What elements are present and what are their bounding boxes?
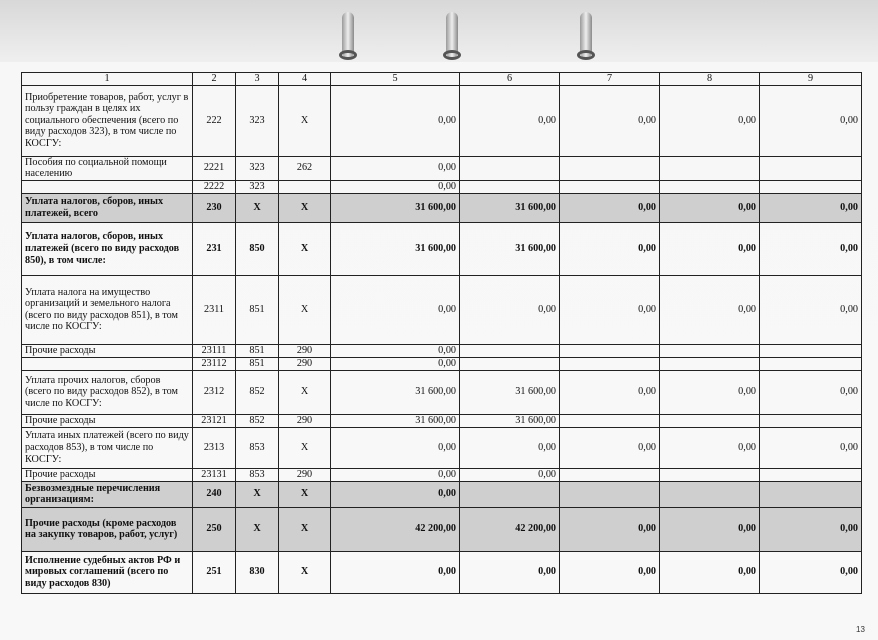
financial-table [21,72,862,594]
row-code: 23121 [193,414,236,427]
row-col9: 0,00 [760,551,862,593]
row-col6 [460,481,560,507]
row-label: Исполнение судебных актов РФ и мировых соглашений (всего по виду расходов 830) [22,551,193,593]
row-col9 [760,344,862,357]
row-kosgu: X [279,551,331,593]
table-row [22,344,862,357]
row-col6: 0,00 [460,427,560,468]
row-col5: 0,00 [331,481,460,507]
row-vr: 852 [236,414,279,427]
row-kosgu: X [279,481,331,507]
table-row [22,180,862,193]
row-vr: 323 [236,156,279,180]
row-kosgu [279,180,331,193]
row-vr: 323 [236,180,279,193]
header-col-9: 9 [760,73,862,86]
row-code: 250 [193,507,236,551]
table-row [22,85,862,156]
row-col6 [460,344,560,357]
row-vr: 830 [236,551,279,593]
row-col5: 0,00 [331,344,460,357]
row-col5: 0,00 [331,180,460,193]
row-col8: 0,00 [660,85,760,156]
table-row [22,275,862,344]
row-kosgu: X [279,222,331,275]
header-col-4: 4 [279,73,331,86]
table-row [22,551,862,593]
header-row [22,73,862,86]
row-kosgu: 290 [279,344,331,357]
row-vr: 852 [236,370,279,414]
row-col7 [560,156,660,180]
header-col-8: 8 [660,73,760,86]
row-col8: 0,00 [660,507,760,551]
row-col9: 0,00 [760,275,862,344]
header-col-1: 1 [22,73,193,86]
row-col7: 0,00 [560,222,660,275]
row-label: Уплата прочих налогов, сборов (всего по виду расходов 852), в том числе по КОСГУ: [22,370,193,414]
row-vr: 851 [236,344,279,357]
table-row [22,427,862,468]
row-vr: 853 [236,468,279,481]
row-col5: 31 600,00 [331,414,460,427]
row-col8: 0,00 [660,222,760,275]
row-col9: 0,00 [760,85,862,156]
header-col-5: 5 [331,73,460,86]
row-col5: 0,00 [331,427,460,468]
row-code: 2313 [193,427,236,468]
row-vr: X [236,481,279,507]
row-col9 [760,156,862,180]
table-row [22,468,862,481]
row-col6: 42 200,00 [460,507,560,551]
header-col-3: 3 [236,73,279,86]
row-col5: 0,00 [331,468,460,481]
row-col7: 0,00 [560,427,660,468]
row-col9 [760,414,862,427]
header-col-7: 7 [560,73,660,86]
row-col9 [760,468,862,481]
row-col7: 0,00 [560,370,660,414]
row-label [22,357,193,370]
row-col8 [660,357,760,370]
row-label: Уплата иных платежей (всего по виду расходов 853), в том числе по КОСГУ: [22,427,193,468]
header-col-6: 6 [460,73,560,86]
row-col6: 0,00 [460,275,560,344]
table-row [22,193,862,222]
row-code: 231 [193,222,236,275]
row-col5: 31 600,00 [331,370,460,414]
row-col5: 31 600,00 [331,193,460,222]
row-col7: 0,00 [560,85,660,156]
row-col5: 0,00 [331,551,460,593]
table-row [22,156,862,180]
row-kosgu: X [279,507,331,551]
page-number: 13 [856,625,865,634]
row-col9: 0,00 [760,507,862,551]
table-row [22,370,862,414]
row-col5: 0,00 [331,85,460,156]
row-vr: 851 [236,275,279,344]
row-label: Уплата налогов, сборов, иных платежей (всего по виду расходов 850), в том числе: [22,222,193,275]
row-col6: 0,00 [460,468,560,481]
row-code: 2221 [193,156,236,180]
row-col6: 0,00 [460,85,560,156]
row-kosgu: 290 [279,468,331,481]
row-col7 [560,344,660,357]
row-kosgu: X [279,193,331,222]
row-col9: 0,00 [760,370,862,414]
row-code: 2222 [193,180,236,193]
row-col5: 0,00 [331,156,460,180]
row-col8: 0,00 [660,427,760,468]
row-label: Уплата налогов, сборов, иных платежей, всего [22,193,193,222]
row-vr: 323 [236,85,279,156]
row-col8 [660,468,760,481]
row-col7: 0,00 [560,193,660,222]
row-label: Пособия по социальной помощи населению [22,156,193,180]
row-col8 [660,180,760,193]
row-label: Прочие расходы [22,414,193,427]
table-row [22,357,862,370]
row-col6: 0,00 [460,551,560,593]
row-col6: 31 600,00 [460,193,560,222]
row-label: Безвозмездные перечисления организациям: [22,481,193,507]
row-code: 23131 [193,468,236,481]
row-code: 23111 [193,344,236,357]
row-kosgu: 290 [279,414,331,427]
row-col8 [660,414,760,427]
row-code: 251 [193,551,236,593]
row-col7: 0,00 [560,551,660,593]
row-vr: 850 [236,222,279,275]
binder-clip-right [580,12,592,58]
row-col6: 31 600,00 [460,370,560,414]
row-col5: 42 200,00 [331,507,460,551]
row-label: Прочие расходы (кроме расходов на закупку товаров, работ, услуг) [22,507,193,551]
row-label [22,180,193,193]
binder-clip-middle [446,12,458,58]
row-code: 2311 [193,275,236,344]
row-col7: 0,00 [560,507,660,551]
row-col8: 0,00 [660,551,760,593]
row-col5: 0,00 [331,275,460,344]
table-row [22,481,862,507]
row-col7 [560,357,660,370]
row-vr: 853 [236,427,279,468]
binder-clip-left [342,12,354,58]
row-code: 23112 [193,357,236,370]
row-label: Прочие расходы [22,344,193,357]
row-col9 [760,481,862,507]
row-col8 [660,481,760,507]
row-col8 [660,156,760,180]
row-col5: 0,00 [331,357,460,370]
row-col8 [660,344,760,357]
row-col5: 31 600,00 [331,222,460,275]
row-col7 [560,481,660,507]
table-row [22,414,862,427]
row-col6: 31 600,00 [460,414,560,427]
row-kosgu: 290 [279,357,331,370]
row-kosgu: X [279,85,331,156]
row-kosgu: X [279,427,331,468]
row-col6 [460,156,560,180]
row-code: 222 [193,85,236,156]
row-col7 [560,468,660,481]
row-col9: 0,00 [760,427,862,468]
row-col7 [560,414,660,427]
row-label: Прочие расходы [22,468,193,481]
row-col9: 0,00 [760,193,862,222]
row-label: Уплата налога на имущество организаций и земельного налога (всего по виду расходов 851), в том числе по КОСГУ: [22,275,193,344]
page-top-shadow [0,0,878,62]
row-col6 [460,180,560,193]
row-code: 2312 [193,370,236,414]
row-col6 [460,357,560,370]
row-col8: 0,00 [660,370,760,414]
row-col8: 0,00 [660,193,760,222]
row-label: Приобретение товаров, работ, услуг в пользу граждан в целях их социального обеспечения (всего по виду расходов 323), в том числе по КОСГУ: [22,85,193,156]
row-kosgu: 262 [279,156,331,180]
row-col9 [760,357,862,370]
row-vr: X [236,193,279,222]
row-col7 [560,180,660,193]
row-col8: 0,00 [660,275,760,344]
row-col9: 0,00 [760,222,862,275]
row-col9 [760,180,862,193]
table-row [22,222,862,275]
table-row [22,507,862,551]
header-col-2: 2 [193,73,236,86]
row-col7: 0,00 [560,275,660,344]
row-vr: X [236,507,279,551]
row-vr: 851 [236,357,279,370]
row-kosgu: X [279,275,331,344]
row-kosgu: X [279,370,331,414]
row-code: 230 [193,193,236,222]
row-code: 240 [193,481,236,507]
row-col6: 31 600,00 [460,222,560,275]
